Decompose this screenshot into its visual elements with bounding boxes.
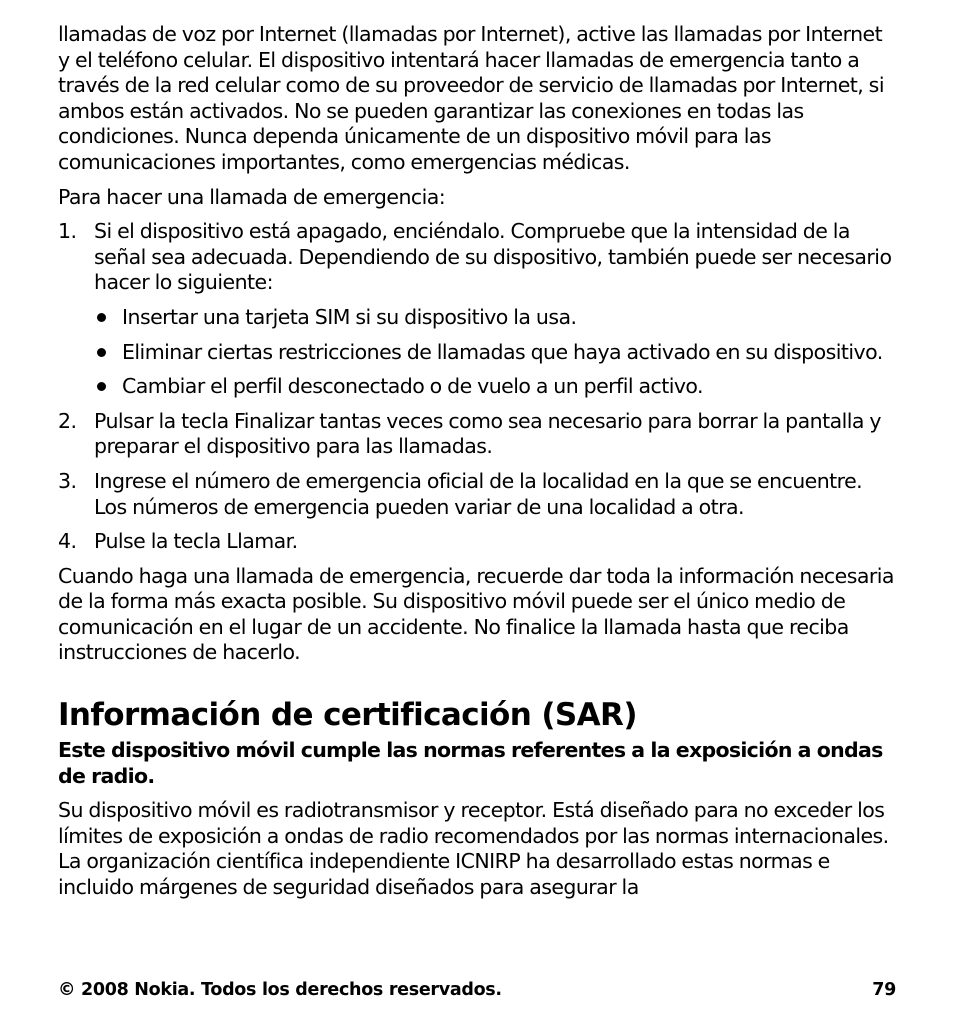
step-item	[58, 409, 898, 460]
step-number: 3.	[58, 468, 77, 493]
bullet-item	[94, 340, 898, 366]
step-item	[58, 469, 898, 520]
step-text: Pulsar la tecla Finalizar tantas veces como sea necesario para borrar la pantalla y preparar el dispositivo para las llamadas.	[94, 408, 881, 459]
closing-paragraph: Cuando haga una llamada de emergencia, recuerde dar toda la información necesaria de la forma más exacta posible. Su dispositivo móvil puede ser el único medio de comunicación en el lugar de un accidente. No finalice la llamada hasta que reciba instrucciones de hacerlo.	[58, 563, 894, 665]
step-item	[58, 219, 898, 400]
step-bullet-list	[94, 305, 898, 400]
page-content	[58, 22, 898, 901]
bullet-dot-icon	[97, 382, 106, 391]
intro-paragraph: llamadas de voz por Internet (llamadas por Internet), active las llamadas por Internet y el teléfono celular. El dispositivo intentará hacer llamadas de emergencia tanto a través de la red celular como de su proveedor de servicio de llamadas por Internet, si ambos están activados. No se pueden garantizar las conexiones en todas las condiciones. Nunca dependa únicamente de un dispositivo móvil para las comunicaciones importantes, como emergencias médicas.	[58, 22, 884, 174]
bullet-item	[94, 305, 898, 331]
copyright-notice: © 2008 Nokia. Todos los derechos reservados.	[58, 980, 502, 1000]
step-number: 2.	[58, 408, 77, 433]
section-heading: Información de certificación (SAR)	[58, 697, 637, 734]
section-body: Su dispositivo móvil es radiotransmisor y receptor. Está diseñado para no exceder los límites de exposición a ondas de radio recomendados por las normas internacionales. La organización científica independiente ICNIRP ha desarrollado estas normas e incluido márgenes de seguridad diseñados para asegurar la	[58, 798, 889, 900]
step-number: 1.	[58, 219, 77, 244]
section-lead: Este dispositivo móvil cumple las normas referentes a la exposición a ondas de radio.	[58, 738, 883, 788]
step-item	[58, 529, 898, 555]
step-number: 4.	[58, 529, 77, 554]
step-text: Ingrese el número de emergencia oficial de la localidad en la que se encuentre. Los números de emergencia pueden variar de una localidad a otra.	[94, 468, 863, 519]
bullet-dot-icon	[97, 348, 106, 357]
step-text: Pulse la tecla Llamar.	[94, 529, 298, 554]
page-footer	[58, 979, 896, 1001]
steps-intro: Para hacer una llamada de emergencia:	[58, 184, 446, 209]
page-number: 79	[872, 980, 896, 1000]
bullet-text: Insertar una tarjeta SIM si su dispositivo la usa.	[122, 304, 577, 329]
bullet-dot-icon	[97, 313, 106, 322]
emergency-steps-list	[58, 219, 898, 555]
step-text: Si el dispositivo está apagado, enciéndalo. Compruebe que la intensidad de la señal sea adecuada. Dependiendo de su dispositivo, también puede ser necesario hacer lo siguiente:	[94, 219, 892, 295]
bullet-text: Eliminar ciertas restricciones de llamadas que haya activado en su dispositivo.	[122, 339, 883, 364]
bullet-item	[94, 374, 898, 400]
bullet-text: Cambiar el perfil desconectado o de vuelo a un perfil activo.	[122, 374, 704, 399]
